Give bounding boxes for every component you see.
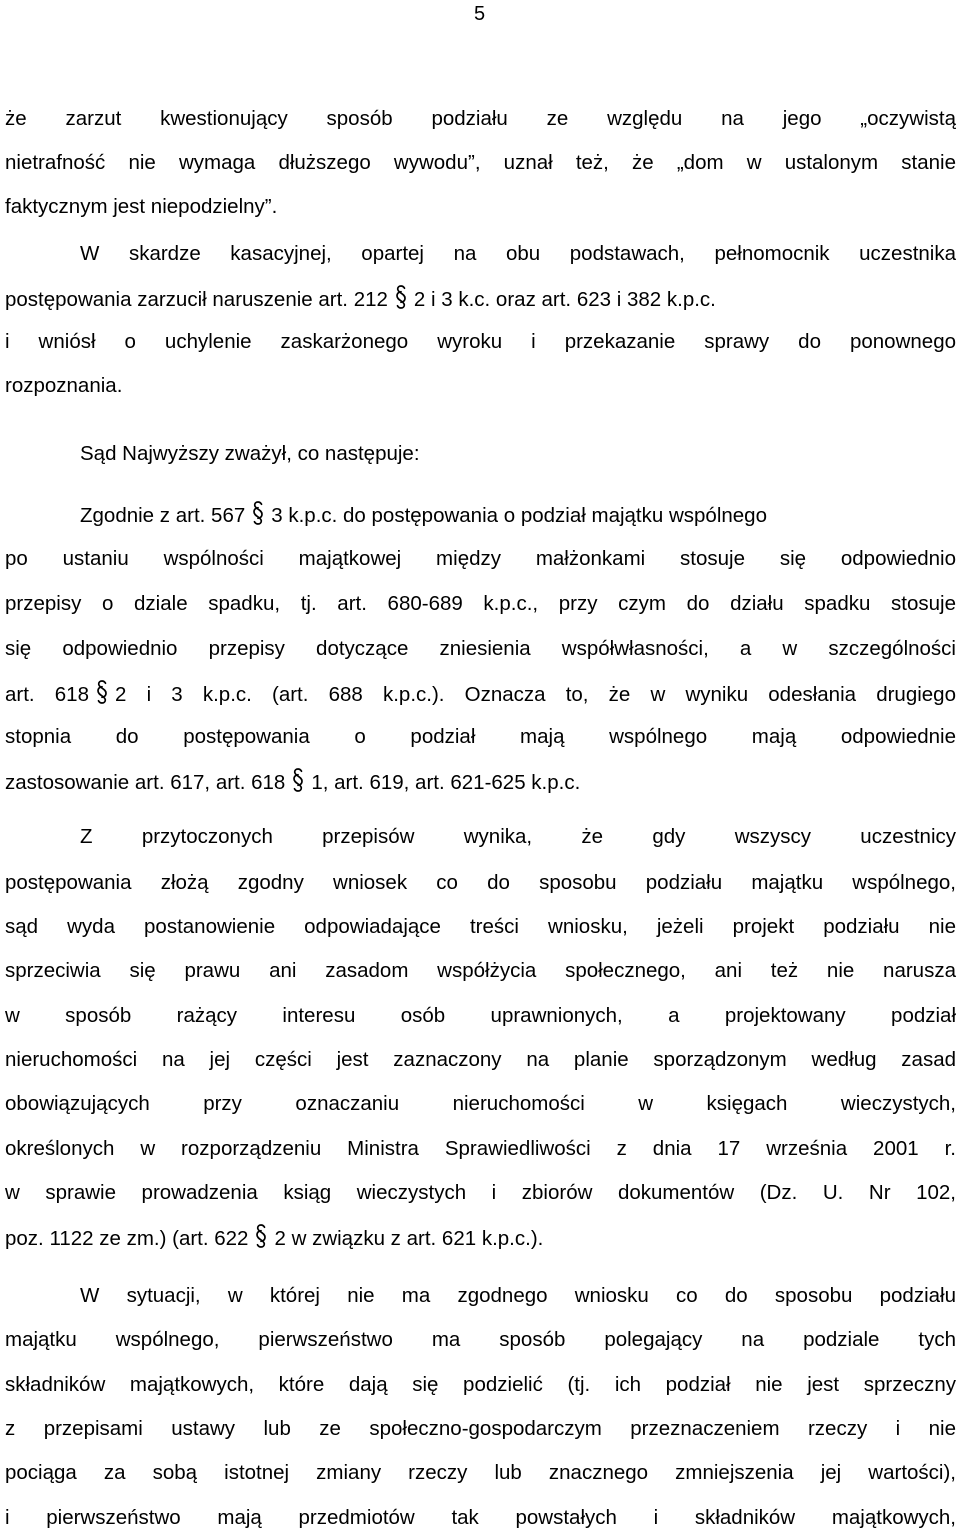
section-sign-icon bbox=[394, 284, 408, 310]
section-sign-icon bbox=[251, 500, 265, 526]
text-line bbox=[5, 1504, 956, 1532]
text-line bbox=[80, 440, 956, 468]
text-segment: przepisy o dziale spadku, tj. art. 680-689 k.p.c., przy czym do działu spadku stosuje bbox=[5, 592, 956, 615]
text-segment: w sposób rażący interesu osób uprawnionych, a projektowany podział bbox=[5, 1004, 956, 1027]
text-segment: 2 w związku z art. 621 k.p.c.). bbox=[274, 1227, 544, 1250]
text-line bbox=[5, 1459, 956, 1487]
text-segment: obowiązujących przy oznaczaniu nieruchomości w księgach wieczystych, bbox=[5, 1092, 956, 1115]
text-segment: W skardze kasacyjnej, opartej na obu podstawach, pełnomocnik uczestnika bbox=[80, 242, 956, 265]
text-line bbox=[5, 1046, 956, 1074]
text-segment: postępowania złożą zgodny wniosek co do sposobu podziału majątku wspólnego, bbox=[5, 871, 956, 894]
text-segment: 2 i 3 k.p.c. (art. 688 k.p.c.). Oznacza to, że w wyniku odesłania drugiego bbox=[115, 683, 956, 706]
text-line bbox=[80, 240, 956, 268]
text-line bbox=[5, 105, 956, 133]
text-segment: Zgodnie z art. 567 bbox=[80, 504, 246, 527]
text-line bbox=[5, 1179, 956, 1207]
text-line bbox=[5, 635, 956, 663]
text-segment: i pierwszeństwo mają przedmiotów tak powstałych i składników majątkowych, bbox=[5, 1506, 956, 1529]
text-line bbox=[5, 723, 956, 751]
text-line bbox=[5, 1002, 956, 1030]
text-segment: Z przytoczonych przepisów wynika, że gdy wszyscy uczestnicy bbox=[80, 825, 956, 848]
text-segment: W sytuacji, w której nie ma zgodnego wniosku co do sposobu podziału bbox=[80, 1284, 956, 1307]
section-sign-icon bbox=[291, 767, 305, 793]
text-segment: i wniósł o uchylenie zaskarżonego wyroku i przekazanie sprawy do ponownego bbox=[5, 330, 956, 353]
text-segment: faktycznym jest niepodzielny”. bbox=[5, 195, 278, 218]
text-segment: sprzeciwia się prawu ani zasadom współżycia społecznego, ani też nie narusza bbox=[5, 959, 956, 982]
text-segment: art. 618 bbox=[5, 683, 89, 706]
text-line bbox=[5, 372, 956, 400]
text-line bbox=[5, 284, 956, 314]
text-line bbox=[80, 1282, 956, 1310]
section-sign-icon bbox=[95, 679, 109, 705]
text-segment: nieruchomości na jej części jest zaznaczony na planie sporządzonym według zasad bbox=[5, 1048, 956, 1071]
text-segment: zastosowanie art. 617, art. 618 bbox=[5, 771, 286, 794]
text-segment: w sprawie prowadzenia ksiąg wieczystych i zbiorów dokumentów (Dz. U. Nr 102, bbox=[5, 1181, 956, 1204]
text-segment: składników majątkowych, które dają się podzielić (tj. ich podział nie jest sprzeczny bbox=[5, 1373, 956, 1396]
text-segment: po ustaniu wspólności majątkowej między małżonkami stosuje się odpowiednio bbox=[5, 547, 956, 570]
text-line bbox=[5, 767, 956, 797]
text-segment: 1, art. 619, art. 621-625 k.p.c. bbox=[311, 771, 581, 794]
text-line bbox=[5, 193, 956, 221]
text-segment: 3 k.p.c. do postępowania o podział majątku wspólnego bbox=[271, 504, 767, 527]
text-line bbox=[5, 1090, 956, 1118]
text-segment: 2 i 3 k.c. oraz art. 623 i 382 k.p.c. bbox=[413, 288, 716, 311]
text-segment: postępowania zarzucił naruszenie art. 212 bbox=[5, 288, 388, 311]
text-line bbox=[80, 823, 956, 851]
text-segment: stopnia do postępowania o podział mają wspólnego mają odpowiednie bbox=[5, 725, 956, 748]
text-line bbox=[5, 913, 956, 941]
page-number: 5 bbox=[474, 3, 486, 25]
text-line bbox=[80, 500, 956, 530]
text-segment: poz. 1122 ze zm.) (art. 622 bbox=[5, 1227, 249, 1250]
text-segment: sąd wyda postanowienie odpowiadające treści wniosku, jeżeli projekt podziału nie bbox=[5, 915, 956, 938]
text-segment: pociąga za sobą istotnej zmiany rzeczy lub znacznego zmniejszenia jej wartości), bbox=[5, 1461, 956, 1484]
text-line bbox=[5, 590, 956, 618]
text-line bbox=[5, 149, 956, 177]
text-segment: majątku wspólnego, pierwszeństwo ma sposób polegający na podziale tych bbox=[5, 1328, 956, 1351]
text-segment: rozpoznania. bbox=[5, 374, 123, 397]
text-line bbox=[5, 1135, 956, 1163]
text-segment: określonych w rozporządzeniu Ministra Sprawiedliwości z dnia 17 września 2001 r. bbox=[5, 1137, 956, 1160]
text-segment: nietrafność nie wymaga dłuższego wywodu”, uznał też, że „dom w ustalonym stanie bbox=[5, 151, 956, 174]
text-line bbox=[5, 545, 956, 573]
text-line bbox=[5, 869, 956, 897]
text-segment: Sąd Najwyższy zważył, co następuje: bbox=[80, 442, 420, 465]
text-segment: że zarzut kwestionujący sposób podziału ze względu na jego „oczywistą bbox=[5, 107, 956, 130]
text-line bbox=[5, 328, 956, 356]
text-segment: się odpowiednio przepisy dotyczące zniesienia współwłasności, a w szczególności bbox=[5, 637, 956, 660]
text-line bbox=[5, 1415, 956, 1443]
text-line bbox=[5, 957, 956, 985]
text-segment: z przepisami ustawy lub ze społeczno-gospodarczym przeznaczeniem rzeczy i nie bbox=[5, 1417, 956, 1440]
section-sign-icon bbox=[254, 1223, 268, 1249]
text-line bbox=[5, 1371, 956, 1399]
text-line bbox=[5, 679, 956, 709]
text-line bbox=[5, 1223, 956, 1253]
text-line bbox=[5, 1326, 956, 1354]
